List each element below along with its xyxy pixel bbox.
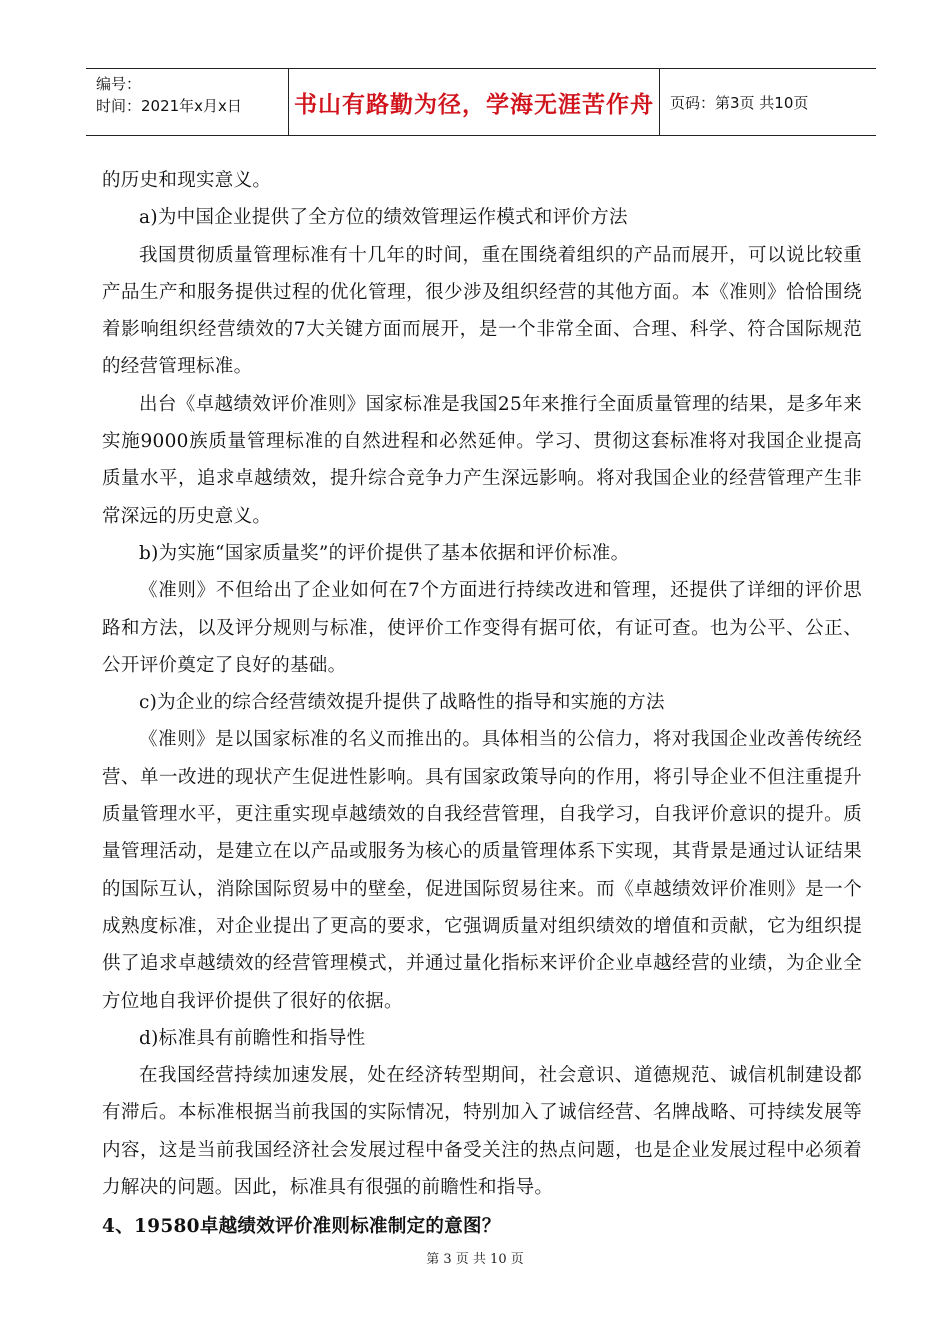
document-number-label: 编号：: [96, 75, 142, 93]
paragraph: 《准则》是以国家标准的名义而推出的。具体相当的公信力，将对我国企业改善传统经营、单一改进的现状产生促进性影响。具有国家政策导向的作用，将引导企业不但注重提升质量管理水平，更注重实现卓越绩效的自我经营管理，自我学习，自我评价意识的提升。质量管理活动，是建立在以产品或服务为核心的质量管理体系下实现，其背景是通过认证结果的国际互认，消除国际贸易中的壁垒，促进国际贸易往来。而《卓越绩效评价准则》是一个成熟度标准，对企业提出了更高的要求，它强调质量对组织绩效的增值和贡献，它为组织提供了追求卓越绩效的经营管理模式，并通过量化指标来评价企业卓越经营的业绩，为企业全方位地自我评价提供了很好的依据。: [102, 729, 862, 1012]
header-page-label: 页码：第3页 共10页: [670, 93, 809, 112]
header-motto: 书山有路勤为径，学海无涯苦作舟: [288, 69, 660, 135]
document-body: [102, 162, 862, 1246]
paragraph-continuation: 的历史和现实意义。: [102, 170, 272, 191]
document-time-label: 时间：2021年x月x日: [96, 97, 242, 115]
paragraph: 出台《卓越绩效评价准则》国家标准是我国25年来推行全面质量管理的结果，是多年来实施9000族质量管理标准的自然进程和必然延伸。学习、贯彻这套标准将对我国企业提高质量水平，追求卓越绩效，提升综合竞争力产生深远影响。将对我国企业的经营管理产生非常深远的历史意义。: [102, 393, 862, 527]
section-b-heading: b)为实施“国家质量奖”的评价提供了基本依据和评价标准。: [139, 542, 630, 564]
paragraph: 我国贯彻质量管理标准有十几年的时间，重在围绕着组织的产品而展开，可以说比较重产品生产和服务提供过程的优化管理，很少涉及组织经营的其他方面。本《准则》恰恰围绕着影响组织经营绩效的7大关键方面而展开，是一个非常全面、合理、科学、符合国际规范的经营管理标准。: [102, 244, 862, 378]
section-a-heading: a)为中国企业提供了全方位的绩效管理运作模式和评价方法: [139, 207, 628, 229]
page-footer: 第 3 页 共 10 页: [426, 1252, 524, 1267]
paragraph: 《准则》不但给出了企业如何在7个方面进行持续改进和管理，还提供了详细的评价思路和方法，以及评分规则与标准，使评价工作变得有据可依，有证可查。也为公平、公正、公开评价奠定了良好的基础。: [102, 580, 862, 676]
section-d-heading: d)标准具有前瞻性和指导性: [139, 1027, 366, 1049]
header-meta: [86, 69, 288, 135]
paragraph: 在我国经营持续加速发展，处在经济转型期间，社会意识、道德规范、诚信机制建设都有滞后。本标准根据当前我国的实际情况，特别加入了诚信经营、名牌战略、可持续发展等内容，这是当前我国经济社会发展过程中备受关注的热点问题，也是企业发展过程中必须着力解决的问题。因此，标准具有很强的前瞻性和指导。: [102, 1065, 862, 1199]
page-header: [86, 68, 876, 136]
question-heading: 4、19580卓越绩效评价准则标准制定的意图？: [102, 1216, 501, 1238]
section-c-heading: c)为企业的综合经营绩效提升提供了战略性的指导和实施的方法: [139, 692, 665, 714]
